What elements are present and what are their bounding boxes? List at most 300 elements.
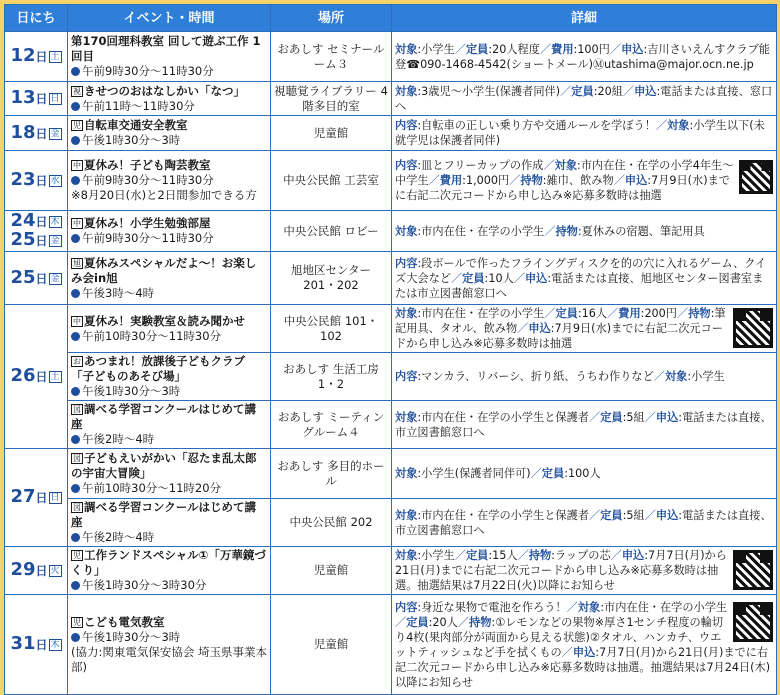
place-cell: 児童館	[271, 547, 392, 595]
header-event: イベント・時間	[68, 5, 271, 32]
detail-value: 3歳児～小学生(保護者同伴)	[421, 84, 561, 98]
day-suffix: 日	[35, 215, 48, 229]
event-title: 工作ランドスペシャル①「万華鏡づくり」	[71, 548, 266, 577]
weekday-badge: 水	[50, 176, 60, 186]
detail-value: 電話または直接、市立図書館窓口へ	[395, 410, 772, 439]
day-number: 31	[10, 633, 36, 654]
qr-code-icon	[739, 160, 773, 194]
event-time: 午後2時～4時	[82, 530, 155, 544]
place-cell: 旭地区センター 201・202	[271, 252, 392, 305]
separator: ／	[676, 307, 689, 320]
table-row	[5, 211, 777, 252]
weekday-badge: 日	[50, 493, 60, 503]
detail-label: 定員	[571, 84, 594, 98]
clock-icon	[71, 289, 80, 298]
detail-label: 申込	[634, 84, 657, 98]
colon: :	[417, 159, 422, 172]
colon: :	[640, 307, 645, 320]
table-row	[5, 116, 777, 151]
venue-tag: 児	[73, 617, 81, 627]
day-suffix: 日	[35, 370, 48, 384]
clock-icon	[71, 67, 80, 76]
event-cell	[68, 82, 271, 116]
separator: ／	[530, 467, 542, 480]
colon: :	[550, 322, 555, 335]
separator: ／	[509, 174, 521, 187]
header-row	[5, 5, 777, 32]
table-row	[5, 252, 777, 305]
table-row	[5, 547, 777, 595]
colon: :	[600, 600, 604, 614]
event-cell	[68, 116, 271, 151]
detail-cell	[392, 32, 777, 82]
detail-label: 申込	[528, 322, 551, 335]
day-number: 26	[10, 365, 36, 386]
detail-label: 内容	[395, 256, 418, 270]
venue-tag: 図	[73, 454, 81, 463]
venue-tag: お	[73, 357, 81, 366]
colon: :	[417, 370, 422, 383]
detail-value: 市内在住・在学の小学生	[421, 307, 545, 320]
venue-tag: 児	[73, 551, 81, 560]
detail-label: 申込	[655, 410, 679, 424]
table-row	[5, 595, 777, 695]
detail-label: 申込	[524, 271, 548, 285]
detail-label: 内容	[395, 600, 418, 614]
colon: :	[689, 119, 694, 132]
table-row	[5, 82, 777, 116]
separator: ／	[566, 600, 578, 614]
day-suffix: 日	[35, 92, 48, 106]
detail-value: 5組	[626, 508, 645, 522]
venue-tag: 図	[73, 405, 81, 414]
event-title: 夏休み！子ども陶芸教室	[84, 158, 211, 172]
clock-icon	[71, 435, 80, 444]
event-title: 夏休み！小学生勉強部屋	[84, 216, 211, 230]
detail-value: 100円	[577, 42, 610, 56]
colon: :	[573, 42, 578, 56]
table-row	[5, 32, 777, 82]
event-cell	[68, 595, 271, 695]
detail-label: 対象	[395, 84, 418, 98]
clock-icon	[71, 102, 80, 111]
detail-value: 雑巾、飲み物	[546, 174, 614, 187]
place-cell: おあしす セミナールーム３	[271, 32, 392, 82]
date-cell	[5, 547, 68, 595]
colon: :	[417, 224, 422, 238]
detail-value: 200円	[644, 307, 677, 320]
day-number: 18	[10, 121, 36, 143]
detail-value: 15人	[492, 549, 518, 562]
detail-value: 市内在住・在学の小学生	[604, 600, 728, 614]
detail-value: 5組	[626, 410, 645, 424]
weekday-badge: 金	[50, 236, 60, 246]
weekday-badge: 土	[50, 52, 60, 62]
day-number: 24	[10, 210, 36, 231]
separator: ／	[644, 508, 656, 522]
detail-value: 20人	[432, 615, 458, 629]
event-title: きせつのおはなしかい「なつ」	[84, 83, 245, 98]
detail-label: 対象	[395, 508, 418, 522]
detail-label: 対象	[395, 224, 418, 238]
day-number: 29	[10, 559, 36, 580]
day-suffix: 日	[35, 234, 48, 248]
detail-value: 小学生(保護者同伴可)	[421, 467, 531, 480]
detail-label: 定員	[465, 549, 489, 562]
detail-value: マンカラ、リバーシ、折り紙、うちわ作りなど	[421, 370, 654, 383]
detail-label: 対象	[554, 159, 578, 172]
detail-cell	[392, 252, 777, 305]
event-cell	[68, 547, 271, 595]
place-cell: 児童館	[271, 116, 392, 151]
table-row	[5, 305, 777, 353]
weekday-badge: 火	[50, 566, 60, 576]
separator: ／	[613, 174, 625, 187]
event-cell	[68, 252, 271, 305]
detail-label: 対象	[667, 119, 690, 132]
separator: ／	[622, 84, 635, 98]
date-cell	[5, 211, 68, 252]
detail-label: 対象	[664, 370, 688, 383]
place-cell: おあしす 生活工房1・2	[271, 353, 392, 401]
place-cell: 児童館	[271, 595, 392, 695]
day-number: 12	[10, 45, 36, 66]
table-row	[5, 353, 777, 401]
place-cell: おあしす 多目的ホール	[271, 449, 392, 499]
event-cell	[68, 151, 271, 211]
detail-value: 筆記用具、タオル、飲み物	[395, 307, 726, 335]
detail-value: 段ボールで作ったフライングディスクを的の穴に入れるゲーム、クイズ大会など	[395, 256, 767, 285]
venue-tag: 視	[73, 86, 81, 96]
event-title: 夏休みスペシャルだよ～！お楽しみ会in旭	[71, 255, 257, 285]
table-row	[5, 151, 777, 211]
colon: :	[417, 600, 422, 614]
colon: :	[687, 370, 692, 383]
clock-icon	[71, 387, 80, 396]
colon: :	[547, 271, 552, 285]
detail-label: 持物	[555, 224, 578, 238]
separator: ／	[610, 549, 622, 562]
header-date: 日にち	[5, 5, 68, 32]
place-cell: 中央公民館 工芸室	[271, 151, 392, 211]
date-cell	[5, 252, 68, 305]
colon: :	[551, 549, 555, 562]
place-cell: おあしす ミーティングルーム４	[271, 401, 392, 449]
colon: :	[710, 307, 715, 320]
event-time: 午前10時30分～11時20分	[82, 481, 222, 495]
event-note: ※8月20日(水)と2日間参加できる方	[71, 188, 257, 202]
colon: :	[417, 307, 422, 320]
detail-value: 身近な果物で電池を作ろう！	[421, 600, 567, 614]
colon: :	[595, 645, 600, 659]
detail-value: 市内在住・在学の小学4年生～中学生	[395, 159, 734, 187]
detail-value: 小学生	[421, 549, 455, 562]
detail-label: 内容	[395, 159, 418, 172]
date-cell	[5, 116, 68, 151]
separator: ／	[543, 159, 555, 172]
clock-icon	[71, 176, 80, 185]
event-title: あつまれ！放課後子どもクラブ「子どものあそび場」	[71, 354, 245, 383]
detail-cell	[392, 305, 777, 353]
colon: :	[564, 467, 568, 480]
detail-value: 小学生	[421, 42, 455, 56]
colon: :	[417, 467, 422, 480]
detail-value: 20人程度	[492, 42, 540, 56]
detail-label: 定員	[600, 410, 623, 424]
date-cell	[5, 595, 68, 695]
colon: :	[417, 84, 422, 98]
colon: :	[417, 119, 422, 132]
event-time: 午前9時30分～11時30分	[82, 173, 214, 187]
venue-tag: 児	[73, 121, 81, 130]
event-title: 第170回理科教室 回して遊ぶ工作 1回目	[71, 34, 261, 63]
colon: :	[678, 508, 683, 522]
detail-cell	[392, 151, 777, 211]
detail-label: 定員	[462, 271, 485, 285]
header-detail: 詳細	[392, 5, 777, 32]
clock-icon	[71, 633, 80, 642]
detail-cell	[392, 353, 777, 401]
event-time: 午前9時30分～11時30分	[82, 231, 214, 245]
separator: ／	[607, 307, 619, 320]
colon: :	[577, 224, 582, 238]
separator: ／	[513, 271, 525, 285]
colon: :	[462, 174, 466, 187]
colon: :	[678, 410, 683, 424]
day-suffix: 日	[35, 126, 48, 141]
colon: :	[417, 549, 422, 562]
detail-value: 市内在住・在学の小学生と保護者	[421, 410, 589, 424]
colon: :	[417, 508, 422, 522]
detail-label: 対象	[395, 42, 418, 56]
detail-value: 吉川さいえんすクラブ能登☎090-1468-4542(ショートメール)Ⓜutashima@major.ocn.ne.jp	[395, 42, 770, 71]
clock-icon	[71, 136, 80, 145]
detail-value: 1,000円	[465, 174, 510, 187]
weekday-badge: 金	[50, 273, 60, 284]
place-cell: 中央公民館 202	[271, 499, 392, 547]
colon: :	[643, 42, 648, 56]
detail-value: 市内在住・在学の小学生	[421, 224, 545, 238]
colon: :	[577, 159, 581, 172]
separator: ／	[609, 42, 622, 56]
separator: ／	[450, 271, 463, 285]
separator: ／	[544, 224, 556, 238]
detail-cell	[392, 499, 777, 547]
detail-value: 夏休みの宿題、筆記用具	[581, 224, 705, 238]
colon: :	[417, 410, 422, 424]
detail-cell	[392, 401, 777, 449]
date-cell	[5, 82, 68, 116]
detail-value: 10人	[488, 271, 514, 285]
colon: :	[484, 271, 489, 285]
detail-label: 申込	[621, 549, 645, 562]
detail-value: 電話または直接、市立図書館窓口へ	[395, 508, 772, 537]
detail-label: 内容	[395, 370, 418, 383]
event-title: 自転車交通安全教室	[84, 118, 188, 132]
detail-label: 申込	[655, 508, 679, 522]
day-number: 25	[10, 266, 36, 288]
event-cell	[68, 499, 271, 547]
colon: :	[417, 256, 422, 270]
detail-cell	[392, 82, 777, 116]
place-cell: 中央公民館 101・102	[271, 305, 392, 353]
date-cell	[5, 32, 68, 82]
detail-label: 対象	[395, 410, 418, 424]
venue-tag: 図	[73, 503, 81, 512]
detail-cell	[392, 211, 777, 252]
colon: :	[593, 84, 598, 98]
separator: ／	[653, 370, 665, 383]
event-cell	[68, 32, 271, 82]
event-time: 午後1時30分～3時	[82, 133, 181, 147]
event-time: 午後1時30分～3時	[82, 629, 181, 644]
detail-value: 皿とフリーカップの作成	[421, 159, 544, 172]
header-place: 場所	[271, 5, 392, 32]
event-note: (協力:関東電気保安協会 埼玉県事業本部)	[71, 644, 268, 674]
event-time: 午後1時30分～3時	[82, 384, 181, 398]
detail-value: 小学生以下(未就学児は保護者同伴)	[395, 119, 765, 147]
date-cell	[5, 305, 68, 449]
clock-icon	[71, 484, 80, 493]
separator: ／	[454, 549, 466, 562]
event-cell	[68, 305, 271, 353]
event-title: こども電気教室	[84, 614, 165, 629]
colon: :	[647, 174, 652, 187]
separator: ／	[395, 615, 407, 629]
event-cell	[68, 353, 271, 401]
detail-label: 定員	[600, 508, 623, 522]
date-cell	[5, 151, 68, 211]
colon: :	[644, 549, 649, 562]
place-cell: 中央公民館 ロビー	[271, 211, 392, 252]
separator: ／	[589, 508, 601, 522]
detail-label: 定員	[541, 467, 565, 480]
colon: :	[622, 410, 627, 424]
colon: :	[488, 549, 493, 562]
event-table	[4, 4, 777, 695]
colon: :	[488, 42, 493, 56]
detail-value: 20組	[597, 84, 623, 98]
detail-label: 対象	[577, 600, 601, 614]
venue-tag: 旭	[73, 258, 81, 268]
colon: :	[491, 615, 496, 629]
day-number: 23	[10, 169, 36, 190]
detail-label: 費用	[551, 42, 574, 56]
event-title: 夏休み！実験教室＆読み聞かせ	[84, 313, 245, 328]
day-suffix: 日	[35, 271, 48, 286]
day-suffix: 日	[35, 174, 48, 188]
detail-value: 7月7日(月)から21日(月)までに右記二次元コードから申し込み※応募多数時は抽選。抽選結果は7月24日(木)以降にお知らせ	[395, 645, 771, 689]
day-number: 25	[10, 229, 36, 250]
separator: ／	[457, 615, 470, 629]
detail-cell	[392, 116, 777, 151]
colon: :	[622, 508, 627, 522]
detail-value: 小学生	[691, 370, 725, 383]
clock-icon	[71, 581, 80, 590]
qr-code-icon	[733, 308, 773, 348]
separator: ／	[644, 410, 656, 424]
detail-cell	[392, 547, 777, 595]
venue-tag: 中	[73, 316, 81, 326]
event-cell	[68, 211, 271, 252]
separator: ／	[517, 322, 529, 335]
qr-code-icon	[733, 550, 773, 590]
separator: ／	[428, 174, 440, 187]
detail-value: 7月9日(水)までに右記二次元コードから申し込み※応募多数時は抽選	[395, 174, 730, 202]
detail-value: 100人	[567, 467, 601, 480]
detail-label: 定員	[465, 42, 489, 56]
colon: :	[656, 84, 661, 98]
clock-icon	[71, 234, 80, 243]
detail-label: 費用	[618, 307, 641, 320]
detail-label: 定員	[555, 307, 578, 320]
separator: ／	[539, 42, 552, 56]
detail-label: 申込	[621, 42, 644, 56]
event-title: 調べる学習コンクールはじめて講座	[71, 500, 257, 529]
event-cell	[68, 449, 271, 499]
detail-value: ラップの芯	[554, 549, 611, 562]
detail-label: 申込	[572, 645, 596, 659]
day-suffix: 日	[35, 638, 48, 652]
day-suffix: 日	[35, 50, 48, 64]
event-rows	[5, 32, 777, 695]
weekday-badge: 土	[50, 372, 60, 382]
detail-value: ①レモンなどの果物※厚さ1センチ程度の輪切り4枚(果肉部分が両面から見える状態)②タオル、ハンカチ、ウエットティッシュなど手を拭くもの	[395, 615, 724, 659]
event-title: 子どもえいがかい「忍たま乱太郎の宇宙大冒険」	[71, 451, 257, 480]
detail-value: 電話または直接、旭地区センター図書室または市立図書館窓口へ	[395, 271, 764, 300]
detail-label: 持物	[528, 549, 552, 562]
weekday-badge: 木	[50, 217, 60, 227]
detail-label: 内容	[395, 119, 418, 132]
event-time: 午後2時～4時	[82, 432, 155, 446]
detail-value: 自転車の正しい乗り方や交通ルールを学ぼう！	[421, 119, 656, 132]
detail-label: 定員	[406, 615, 429, 629]
detail-label: 対象	[395, 467, 418, 480]
detail-label: 持物	[688, 307, 711, 320]
colon: :	[428, 615, 433, 629]
separator: ／	[560, 84, 572, 98]
table-row	[5, 401, 777, 449]
separator: ／	[544, 307, 556, 320]
separator: ／	[589, 410, 601, 424]
date-cell	[5, 449, 68, 547]
day-suffix: 日	[35, 491, 48, 505]
separator: ／	[454, 42, 466, 56]
qr-code-icon	[733, 602, 773, 642]
detail-label: 持物	[469, 615, 492, 629]
separator: ／	[517, 549, 529, 562]
detail-value: 市内在住・在学の小学生と保護者	[421, 508, 589, 522]
colon: :	[577, 307, 582, 320]
day-suffix: 日	[35, 564, 48, 578]
weekday-badge: 木	[50, 640, 60, 650]
weekday-badge: 日	[50, 94, 60, 104]
place-cell: 視聴覚ライブラリー 4階多目的室	[271, 82, 392, 116]
detail-cell	[392, 449, 777, 499]
detail-label: 費用	[439, 174, 463, 187]
event-time: 午前10時30分～11時30分	[82, 328, 222, 343]
event-time: 午前9時30分～11時30分	[82, 64, 214, 78]
separator: ／	[655, 119, 668, 132]
clock-icon	[71, 332, 80, 341]
colon: :	[417, 42, 422, 56]
table-row	[5, 499, 777, 547]
event-cell	[68, 401, 271, 449]
day-number: 27	[10, 486, 36, 507]
detail-cell	[392, 595, 777, 695]
detail-label: 持物	[520, 174, 543, 187]
weekday-badge: 金	[50, 128, 60, 139]
